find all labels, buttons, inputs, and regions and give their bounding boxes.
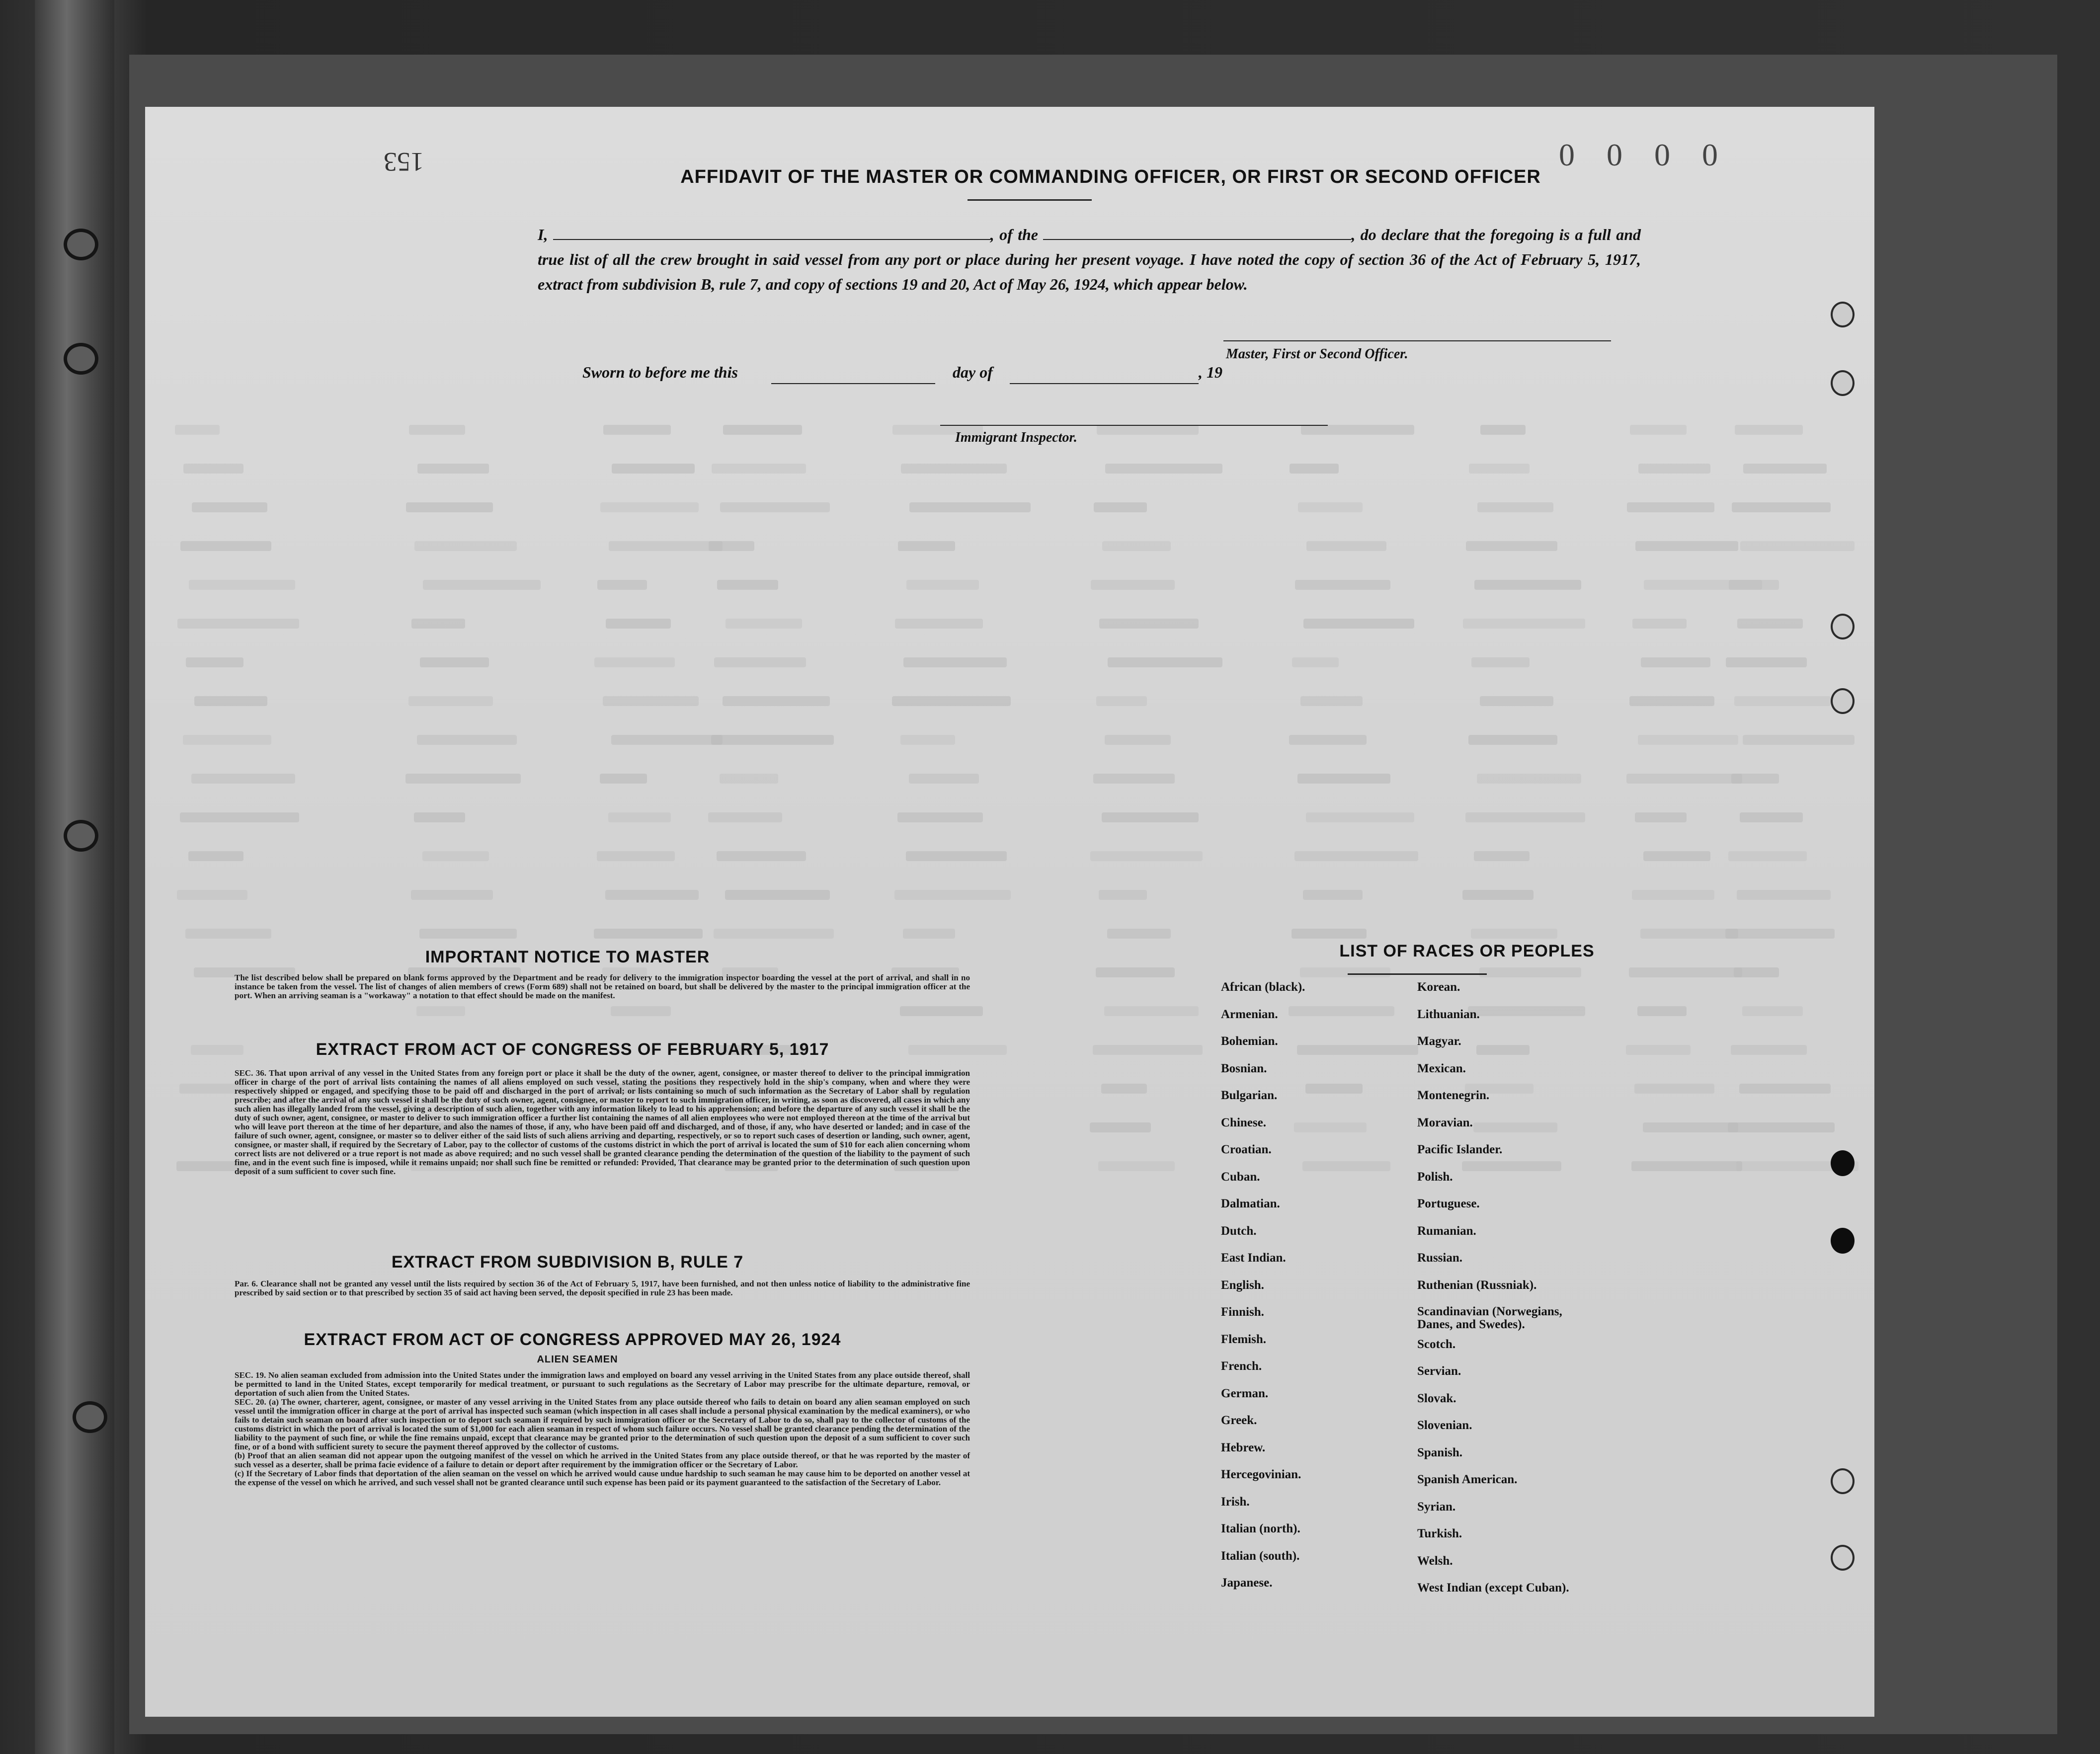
bleed-through-mark bbox=[606, 619, 671, 629]
bleed-through-mark bbox=[725, 890, 830, 900]
bleed-through-mark bbox=[1102, 541, 1171, 551]
bleed-through-mark bbox=[186, 657, 243, 667]
bleed-through-mark bbox=[1638, 735, 1738, 745]
bleed-through-mark bbox=[1739, 1084, 1831, 1094]
bleed-through-mark bbox=[1734, 696, 1831, 706]
margin-hole bbox=[1831, 370, 1855, 396]
page-number: 153 bbox=[384, 147, 424, 177]
extract-1917-body: SEC. 36. That upon arrival of any vessel in the United States from any foreign port or place it shall be the duty of the owner, agent, consignee, or master thereof to deliver to the principal immigration officer in charge of the port of arrival lists containing the names of all aliens employed on such vessel, stating the positions they respectively hold in the ship's company, when and where they were respectively shipped or engaged, and specifying those to be paid off and discharged in the port of arrival; or lists containing so much of such information as the Secretary of Labor shall by regulation prescribe; and after the arrival of any such vessel it shall be the duty of such owner, agent, consignee, or master to report to such immigration officer, in writing, as soon as discovered, all cases in which any such alien has illegally landed from the vessel, giving a description of such alien, together with any information likely to lead to his apprehension; and before the departure of any such vessel it shall be the duty of such owner, agent, consignee, or master to deliver to such immigration officer a further list containing the names of all alien employees who were not employed thereon at the time of the arrival but who will leave port thereon at the time of her departure, and also the names of those, if any, who have been paid off and discharged, and of those, if any, who have deserted or landed; and in case of the failure of such owner, agent, consignee, or master so to deliver either of the said lists of such aliens arriving and departing, respectively, or so to report such cases of desertion or landing, such owner, agent, consignee, or master shall, if required by the Secretary of Labor, pay to the collector of customs of the customs district in which the port of arrival is located the sum of $10 for each alien concerning whom correct lists are not delivered or a true report is not made as above required; and no such vessel shall be granted clearance pending the determination of the question of the liability to the payment of such fine, and in the event such fine is imposed, while it remains unpaid; nor shall such fine be remitted or refunded: Provided, That clearance may be granted prior to the determination of such question upon deposit of a sum sufficient to cover such fine. bbox=[235, 1068, 970, 1176]
bleed-through-mark bbox=[1731, 774, 1779, 784]
bleed-through-mark bbox=[1303, 890, 1363, 900]
race-item: Portuguese. bbox=[1417, 1197, 1480, 1210]
bleed-through-row bbox=[145, 812, 1686, 834]
bleed-through-mark bbox=[1107, 929, 1171, 939]
race-item: Servian. bbox=[1417, 1364, 1461, 1378]
race-item: Welsh. bbox=[1417, 1554, 1453, 1568]
bleed-through-mark bbox=[1303, 619, 1414, 629]
bleed-through-mark bbox=[1474, 580, 1581, 590]
bleed-through-mark bbox=[1094, 502, 1147, 512]
bleed-through-mark bbox=[1295, 580, 1390, 590]
bleed-through-mark bbox=[714, 929, 834, 939]
bleed-through-mark bbox=[406, 502, 493, 512]
race-item: Irish. bbox=[1221, 1495, 1250, 1509]
race-item: Bosnian. bbox=[1221, 1061, 1267, 1075]
bleed-through-mark bbox=[408, 696, 493, 706]
extract-rule7-title: EXTRACT FROM SUBDIVISION B, RULE 7 bbox=[391, 1253, 744, 1272]
bleed-through-row bbox=[145, 696, 1686, 718]
bleed-through-row bbox=[145, 619, 1686, 640]
bleed-through-mark bbox=[1306, 541, 1386, 551]
bleed-through-mark bbox=[1097, 425, 1199, 435]
bleed-through-mark bbox=[1292, 657, 1339, 667]
bleed-through-mark bbox=[708, 812, 782, 822]
race-item: French. bbox=[1221, 1359, 1262, 1373]
inspector-signature-line bbox=[940, 425, 1328, 426]
bleed-through-mark bbox=[1301, 425, 1414, 435]
bleed-through-mark bbox=[1468, 1006, 1585, 1016]
bleed-through-mark bbox=[183, 735, 271, 745]
bleed-through-mark bbox=[1289, 735, 1367, 745]
sworn-day-line bbox=[771, 383, 935, 384]
extract-1924-body: SEC. 19. No alien seaman excluded from admission into the United States under the immigration laws and employed on board any vessel arriving in the United States from any place outside thereof, shall be permitted to land in the United States, except temporarily for medical treatment, or pursuant to such regulations as the Secretary of Labor may prescribe for the ultimate departure, removal, or deportation of such alien from the United States. SEC. 20. (a) The owner, charterer, agent, consignee, or master of any vessel arriving in the United States from any place outside thereof who fails to detain on board any alien seaman employed on such vessel until the immigration officer in charge at the port of arrival has inspected such seaman (which inspection in all cases shall include a personal physical examination by the medical examiners), or who fails to detain such seaman on board after such inspection or to deport such seaman if required by such immigration officer or the Secretary of Labor to do so, shall pay to the collector of customs of the customs district in which the port of arrival is located the sum of $1,000 for each alien seaman in respect of whom such failure occurs. No vessel shall be granted clearance pending the determination of the liability to the payment of such fine, or while the fine remains unpaid, except that clearance may be granted prior to the determination of such question upon the deposit of a sum sufficient to cover such fine, or of a bond with sufficient surety to secure the payment thereof approved by the collector of customs. (b) Proof that an alien seaman did not appear upon the outgoing manifest of the vessel on which he arrived in the United States from any place outside thereof, or that he was reported by the master of such vessel as a deserter, shall be prima facie evidence of a failure to detain or deport after requirement by the immigration officer or the Secretary of Labor. (c) If the Secretary of Labor finds that deportation of the alien seaman on the vessel on which he arrived would cause undue hardship to such seaman he may cause him to be deported on another vessel at the expense of the vessel on which he arrived, and such vessel shall not be granted clearance until such expense has been paid or its payment guaranteed to the satisfaction of the Secretary of Labor. bbox=[235, 1370, 970, 1487]
bleed-through-mark bbox=[1098, 1161, 1175, 1171]
bleed-through-mark bbox=[417, 464, 489, 474]
bleed-through-mark bbox=[1102, 812, 1199, 822]
bleed-through-mark bbox=[411, 619, 465, 629]
race-item: Polish. bbox=[1417, 1170, 1453, 1184]
bleed-through-mark bbox=[594, 657, 675, 667]
bleed-through-mark bbox=[897, 812, 983, 822]
bleed-through-row bbox=[145, 657, 1686, 679]
bleed-through-mark bbox=[594, 929, 703, 939]
bleed-through-mark bbox=[1627, 502, 1714, 512]
bleed-through-mark bbox=[175, 425, 220, 435]
bleed-through-row bbox=[145, 735, 1686, 757]
bleed-through-mark bbox=[1735, 425, 1803, 435]
bleed-through-mark bbox=[597, 580, 647, 590]
bleed-through-mark bbox=[609, 541, 723, 551]
bleed-through-row bbox=[145, 774, 1686, 796]
bleed-through-mark bbox=[194, 696, 267, 706]
races-title-rule bbox=[1348, 973, 1487, 975]
bleed-through-mark bbox=[1463, 619, 1585, 629]
bleed-through-mark bbox=[894, 890, 1011, 900]
race-item: Slovak. bbox=[1417, 1391, 1456, 1405]
bleed-through-mark bbox=[1302, 1161, 1390, 1171]
bleed-through-mark bbox=[726, 619, 802, 629]
bleed-through-mark bbox=[1297, 1045, 1418, 1055]
bleed-through-mark bbox=[192, 502, 267, 512]
bleed-through-mark bbox=[420, 657, 489, 667]
bleed-through-mark bbox=[1468, 735, 1557, 745]
bleed-through-mark bbox=[419, 929, 517, 939]
bleed-through-mark bbox=[605, 890, 699, 900]
bleed-through-mark bbox=[185, 929, 271, 939]
bleed-through-mark bbox=[414, 541, 517, 551]
race-item: West Indian (except Cuban). bbox=[1417, 1581, 1569, 1595]
extract-rule7-body: Par. 6. Clearance shall not be granted any vessel until the lists required by section 36 of the Act of February 5, 1917, have been furnished, and not then unless notice of liability to the administrative fine prescribed by said section or to that prescribed by section 35 of said act having been served, the deposit specified in rule 23 has been made. bbox=[235, 1279, 970, 1297]
bleed-through-mark bbox=[1480, 425, 1526, 435]
master-signature-line bbox=[1223, 340, 1611, 341]
bleed-through-mark bbox=[723, 425, 802, 435]
bleed-through-mark bbox=[600, 774, 647, 784]
bleed-through-mark bbox=[720, 502, 830, 512]
race-item: German. bbox=[1221, 1386, 1269, 1400]
race-item: English. bbox=[1221, 1278, 1264, 1292]
bleed-through-mark bbox=[611, 735, 723, 745]
bleed-through-mark bbox=[1096, 967, 1175, 977]
bleed-through-mark bbox=[1479, 967, 1581, 977]
bleed-through-mark bbox=[1300, 967, 1390, 977]
bleed-through-row bbox=[145, 425, 1686, 447]
race-item: Japanese. bbox=[1221, 1576, 1273, 1590]
of-the-label: , of the bbox=[990, 226, 1038, 243]
race-item: East Indian. bbox=[1221, 1251, 1286, 1265]
bleed-through-mark bbox=[720, 774, 778, 784]
inspector-label: Immigrant Inspector. bbox=[955, 430, 1077, 445]
bleed-through-mark bbox=[1626, 774, 1742, 784]
bleed-through-mark bbox=[405, 774, 521, 784]
bleed-through-mark bbox=[1743, 735, 1855, 745]
bleed-through-mark bbox=[191, 774, 295, 784]
margin-hole bbox=[1831, 1228, 1855, 1254]
bleed-through-mark bbox=[1731, 1045, 1807, 1055]
name-blank bbox=[553, 239, 990, 240]
bleed-through-mark bbox=[423, 580, 541, 590]
bleed-through-mark bbox=[900, 1006, 983, 1016]
bleed-through-mark bbox=[1474, 851, 1530, 861]
bleed-through-mark bbox=[1477, 774, 1581, 784]
race-item: Cuban. bbox=[1221, 1170, 1260, 1184]
bleed-through-mark bbox=[1099, 890, 1147, 900]
bleed-through-mark bbox=[1737, 890, 1831, 900]
race-item: Spanish. bbox=[1417, 1445, 1463, 1459]
bleed-through-mark bbox=[1641, 657, 1710, 667]
bleed-through-mark bbox=[1632, 890, 1714, 900]
bleed-through-mark bbox=[1290, 464, 1339, 474]
bleed-through-mark bbox=[717, 851, 806, 861]
bleed-through-mark bbox=[1631, 1161, 1742, 1171]
race-item: Italian (north). bbox=[1221, 1522, 1300, 1535]
bleed-through-mark bbox=[597, 851, 675, 861]
binding-strip bbox=[35, 0, 114, 1754]
bleed-through-mark bbox=[1101, 1084, 1147, 1094]
bleed-through-mark bbox=[414, 812, 465, 822]
race-item: Russian. bbox=[1417, 1251, 1463, 1265]
bleed-through-mark bbox=[608, 812, 671, 822]
race-item: Greek. bbox=[1221, 1414, 1257, 1427]
bleed-through-mark bbox=[712, 464, 806, 474]
race-item: Pacific Islander. bbox=[1417, 1143, 1503, 1156]
bleed-through-mark bbox=[1740, 541, 1855, 551]
bleed-through-mark bbox=[1469, 464, 1530, 474]
race-item: Armenian. bbox=[1221, 1007, 1278, 1021]
bleed-through-mark bbox=[1104, 1006, 1199, 1016]
bleed-through-mark bbox=[1629, 696, 1714, 706]
race-item: Mexican. bbox=[1417, 1061, 1466, 1075]
bleed-through-mark bbox=[1090, 851, 1203, 861]
bleed-through-mark bbox=[177, 890, 247, 900]
race-item: Bulgarian. bbox=[1221, 1089, 1278, 1102]
race-item: Slovenian. bbox=[1417, 1419, 1472, 1432]
bleed-through-mark bbox=[714, 657, 806, 667]
bleed-through-mark bbox=[183, 464, 243, 474]
bleed-through-mark bbox=[1105, 464, 1222, 474]
race-item: Dutch. bbox=[1221, 1224, 1257, 1238]
notice-body: The list described below shall be prepared on blank forms approved by the Department and be ready for delivery to the immigration inspector boarding the vessel at the port of arrival, and shall in no instance be taken from the vessel. The list of changes of alien members of crews (Form 689) shall not be retained on board, but shall be delivered by the master to the principal immigration officer at the port. When an arriving seaman is a "workaway" a notation to that effect should be made on the manifest. bbox=[235, 973, 970, 1000]
bleed-through-mark bbox=[180, 812, 299, 822]
bleed-through-mark bbox=[903, 657, 1007, 667]
year-label: , 19 bbox=[1199, 363, 1222, 381]
bleed-through-mark bbox=[603, 425, 671, 435]
bleed-through-mark bbox=[411, 890, 493, 900]
bleed-through-mark bbox=[1473, 1122, 1557, 1132]
bleed-through-mark bbox=[1108, 657, 1222, 667]
bleed-through-mark bbox=[1471, 657, 1530, 667]
bleed-through-mark bbox=[717, 580, 778, 590]
affidavit-title: AFFIDAVIT OF THE MASTER OR COMMANDING OFFICER, OR FIRST OR SECOND OFFICER bbox=[680, 166, 1541, 187]
race-item: Montenegrin. bbox=[1417, 1089, 1490, 1102]
binder-hole bbox=[64, 343, 98, 375]
race-item: Italian (south). bbox=[1221, 1549, 1300, 1563]
bleed-through-mark bbox=[422, 851, 489, 861]
bleed-through-mark bbox=[895, 619, 983, 629]
bleed-through-mark bbox=[1298, 502, 1363, 512]
margin-hole bbox=[1831, 1468, 1855, 1494]
bleed-through-mark bbox=[188, 851, 243, 861]
bleed-through-mark bbox=[901, 464, 1007, 474]
race-item: Scotch. bbox=[1417, 1337, 1456, 1351]
bleed-through-mark bbox=[1626, 1045, 1691, 1055]
bleed-through-mark bbox=[1292, 929, 1367, 939]
race-item: Korean. bbox=[1417, 980, 1460, 994]
bleed-through-mark bbox=[1643, 1122, 1738, 1132]
bleed-through-mark bbox=[1093, 1045, 1203, 1055]
bleed-through-mark bbox=[1294, 1122, 1367, 1132]
bleed-through-mark bbox=[1728, 851, 1807, 861]
race-item: Syrian. bbox=[1417, 1500, 1456, 1514]
vessel-blank bbox=[1043, 239, 1351, 240]
declaration-intro: I, bbox=[538, 226, 548, 243]
bleed-through-mark bbox=[180, 541, 271, 551]
bleed-through-mark bbox=[1725, 929, 1835, 939]
bleed-through-mark bbox=[1090, 1122, 1151, 1132]
bleed-through-mark bbox=[1638, 464, 1710, 474]
stamp-marks: 0 0 0 0 bbox=[1559, 137, 1730, 172]
margin-hole bbox=[1831, 302, 1855, 327]
bleed-through-mark bbox=[1737, 619, 1803, 629]
race-item: Ruthenian (Russniak). bbox=[1417, 1278, 1537, 1292]
bleed-through-mark bbox=[611, 1006, 671, 1016]
bleed-through-mark bbox=[1289, 1006, 1394, 1016]
bleed-through-mark bbox=[1462, 890, 1534, 900]
bleed-through-row bbox=[145, 851, 1686, 873]
bleed-through-mark bbox=[600, 502, 699, 512]
race-item: Scandinavian (Norwegians, Danes, and Swedes). bbox=[1417, 1305, 1562, 1331]
bleed-through-mark bbox=[1635, 541, 1738, 551]
bleed-through-mark bbox=[417, 735, 517, 745]
race-item: Lithuanian. bbox=[1417, 1007, 1480, 1021]
bleed-through-mark bbox=[1305, 1084, 1363, 1094]
bleed-through-mark bbox=[1297, 774, 1390, 784]
race-item: Finnish. bbox=[1221, 1305, 1264, 1319]
do-declare-label: , do declare bbox=[1351, 226, 1429, 243]
document-page bbox=[145, 107, 1874, 1717]
race-item: Chinese. bbox=[1221, 1116, 1266, 1129]
bleed-through-mark bbox=[1105, 735, 1171, 745]
race-item: Croatian. bbox=[1221, 1143, 1272, 1156]
bleed-through-mark bbox=[1091, 580, 1175, 590]
bleed-through-mark bbox=[409, 425, 465, 435]
bleed-through-mark bbox=[909, 774, 979, 784]
bleed-through-mark bbox=[1635, 812, 1687, 822]
bleed-through-mark bbox=[909, 502, 1031, 512]
bleed-through-mark bbox=[189, 580, 295, 590]
binder-hole bbox=[64, 820, 98, 852]
race-item: Hebrew. bbox=[1221, 1440, 1266, 1454]
bleed-through-mark bbox=[906, 580, 979, 590]
bleed-through-mark bbox=[1465, 812, 1585, 822]
bleed-through-mark bbox=[1294, 851, 1418, 861]
bleed-through-mark bbox=[1471, 929, 1557, 939]
margin-hole bbox=[1831, 1150, 1855, 1176]
bleed-through-mark bbox=[1629, 967, 1742, 977]
bleed-through-mark bbox=[191, 1045, 243, 1055]
bleed-through-mark bbox=[1096, 696, 1147, 706]
bleed-through-mark bbox=[1640, 929, 1738, 939]
bleed-through-mark bbox=[1093, 774, 1175, 784]
races-title: LIST OF RACES OR PEOPLES bbox=[1339, 942, 1595, 960]
master-label: Master, First or Second Officer. bbox=[1226, 346, 1408, 362]
bleed-through-mark bbox=[898, 541, 955, 551]
bleed-through-mark bbox=[1637, 1006, 1687, 1016]
bleed-through-mark bbox=[1743, 464, 1827, 474]
bleed-through-mark bbox=[1729, 580, 1779, 590]
bleed-through-mark bbox=[177, 619, 299, 629]
day-of-label: day of bbox=[953, 363, 993, 381]
race-item: Magyar. bbox=[1417, 1035, 1461, 1048]
margin-hole bbox=[1831, 614, 1855, 639]
bleed-through-mark bbox=[1099, 619, 1199, 629]
race-item: Flemish. bbox=[1221, 1332, 1266, 1346]
bleed-through-mark bbox=[1630, 425, 1687, 435]
bleed-through-mark bbox=[1734, 967, 1779, 977]
margin-hole bbox=[1831, 688, 1855, 714]
bleed-through-mark bbox=[709, 541, 754, 551]
binder-hole bbox=[64, 229, 98, 260]
bleed-through-mark bbox=[723, 696, 830, 706]
bleed-through-mark bbox=[612, 464, 695, 474]
bleed-through-mark bbox=[1306, 812, 1414, 822]
bleed-through-mark bbox=[1300, 696, 1363, 706]
bleed-through-mark bbox=[906, 851, 1007, 861]
margin-hole bbox=[1831, 1545, 1855, 1571]
bleed-through-row bbox=[145, 580, 1686, 602]
bleed-through-mark bbox=[1632, 619, 1687, 629]
race-item: Bohemian. bbox=[1221, 1035, 1278, 1048]
race-item: Turkish. bbox=[1417, 1527, 1462, 1540]
bleed-through-row bbox=[145, 464, 1686, 485]
bleed-through-row bbox=[145, 890, 1686, 912]
bleed-through-mark bbox=[1477, 502, 1553, 512]
declaration-body: that the foregoing is a full and true list of all the crew brought in said vessel from any port or place during her present voyage. I have noted the copy of section 36 of the Act of February 5, 1917, extract from subdivision B, rule 7, and copy of sections 19 and 20, Act of May 26, 1924, which appear below. bbox=[538, 226, 1641, 293]
bleed-through-mark bbox=[908, 1045, 1007, 1055]
bleed-through-mark bbox=[1742, 1006, 1803, 1016]
extract-1917-title: EXTRACT FROM ACT OF CONGRESS OF FEBRUARY 5, 1917 bbox=[316, 1040, 829, 1059]
bleed-through-mark bbox=[900, 735, 955, 745]
bleed-through-mark bbox=[903, 929, 955, 939]
bleed-through-mark bbox=[416, 1006, 465, 1016]
race-item: Dalmatian. bbox=[1221, 1197, 1280, 1210]
extract-1924-subtitle: ALIEN SEAMEN bbox=[537, 1354, 618, 1365]
bleed-through-row bbox=[145, 502, 1686, 524]
sworn-month-line bbox=[1010, 383, 1199, 384]
binder-hole bbox=[73, 1401, 107, 1433]
bleed-through-mark bbox=[1634, 1084, 1714, 1094]
bleed-through-mark bbox=[1728, 1122, 1835, 1132]
race-item: Spanish American. bbox=[1417, 1473, 1518, 1486]
bleed-through-mark bbox=[1466, 541, 1557, 551]
race-item: African (black). bbox=[1221, 980, 1305, 994]
bleed-through-mark bbox=[1476, 1045, 1530, 1055]
bleed-through-mark bbox=[1480, 696, 1553, 706]
bleed-through-mark bbox=[1726, 657, 1807, 667]
bleed-through-mark bbox=[1643, 851, 1710, 861]
bleed-through-mark bbox=[892, 696, 1011, 706]
race-item: Moravian. bbox=[1417, 1116, 1473, 1129]
bleed-through-mark bbox=[1732, 502, 1831, 512]
bleed-through-mark bbox=[1462, 1161, 1561, 1171]
bleed-through-row bbox=[145, 541, 1686, 563]
title-rule bbox=[968, 199, 1092, 201]
affidavit-declaration bbox=[538, 222, 1641, 297]
sworn-label: Sworn to before me this bbox=[582, 363, 738, 381]
race-item: Hercegovinian. bbox=[1221, 1468, 1301, 1481]
bleed-through-mark bbox=[1740, 812, 1803, 822]
extract-1924-title: EXTRACT FROM ACT OF CONGRESS APPROVED MAY 26, 1924 bbox=[304, 1330, 841, 1349]
race-item: Rumanian. bbox=[1417, 1224, 1476, 1238]
bleed-through-mark bbox=[711, 735, 834, 745]
notice-title: IMPORTANT NOTICE TO MASTER bbox=[425, 948, 710, 966]
bleed-through-mark bbox=[603, 696, 699, 706]
